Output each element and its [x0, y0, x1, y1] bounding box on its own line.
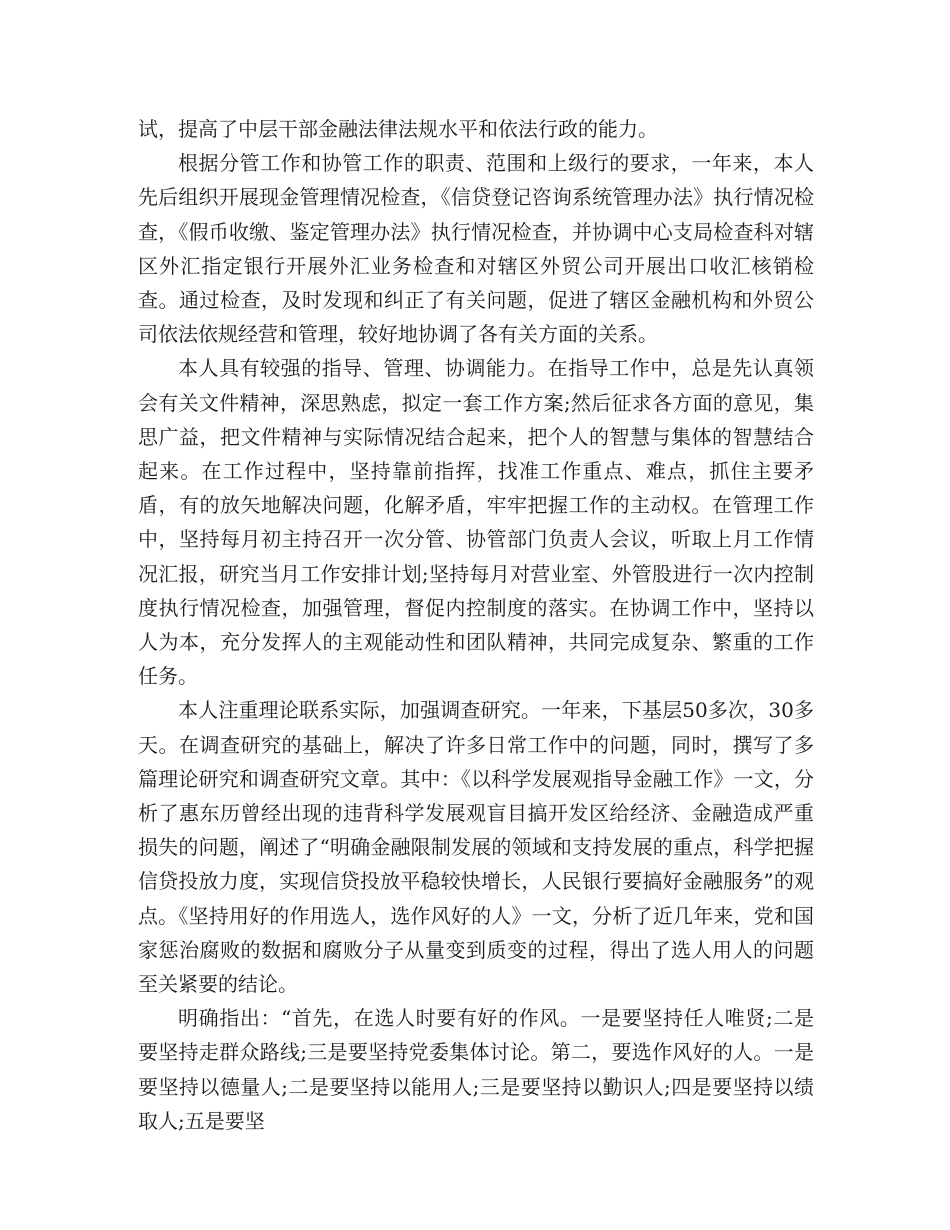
paragraph-2: 根据分管工作和协管工作的职责、范围和上级行的要求，一年来，本人先后组织开展现金管理情况检查，《信贷登记咨询系统管理办法》执行情况检查，《假币收缴、鉴定管理办法》执行情况检查，并协调中心支局检查科对辖区外汇指定银行开展外汇业务检查和对辖区外贸公司开展出口收汇核销检查。通过检查，及时发现和纠正了有关问题，促进了辖区金融机构和外贸公司依法依规经营和管理，较好地协调了各有关方面的关系。 — [138, 151, 814, 347]
document-body — [138, 112, 814, 1138]
paragraph-3: 本人具有较强的指导、管理、协调能力。在指导工作中，总是先认真领会有关文件精神，深思熟虑，拟定一套工作方案;然后征求各方面的意见，集思广益，把文件精神与实际情况结合起来，把个人的智慧与集体的智慧结合起来。在工作过程中，坚持靠前指挥，找准工作重点、难点，抓住主要矛盾，有的放矢地解决问题，化解矛盾，牢牢把握工作的主动权。在管理工作中，坚持每月初主持召开一次分管、协管部门负责人会议，听取上月工作情况汇报，研究当月工作安排计划;坚持每月对营业室、外管股进行一次内控制度执行情况检查，加强管理，督促内控制度的落实。在协调工作中，坚持以人为本，充分发挥人的主观能动性和团队精神，共同完成复杂、繁重的工作任务。 — [138, 356, 814, 689]
paragraph-5: 明确指出：“首先，在选人时要有好的作风。一是要坚持任人唯贤;二是要坚持走群众路线;三是要坚持党委集体讨论。第二，要选作风好的人。一是要坚持以德量人;二是要坚持以能用人;三是要坚持以勤识人;四是要坚持以绩取人;五是要坚 — [138, 1006, 814, 1133]
paragraph-4: 本人注重理论联系实际，加强调查研究。一年来，下基层50多次，30多天。在调查研究的基础上，解决了许多日常工作中的问题，同时，撰写了多篇理论研究和调查研究文章。其中：《以科学发展观指导金融工作》一文，分析了惠东历曾经出现的违背科学发展观盲目搞开发区给经济、金融造成严重损失的问题，阐述了“明确金融限制发展的领域和支持发展的重点，科学把握信贷投放力度，实现信贷投放平稳较快增长，人民银行要搞好金融服务”的观点。《坚持用好的作用选人，选作风好的人》一文，分析了近几年来，党和国家惩治腐败的数据和腐败分子从量变到质变的过程，得出了选人用人的问题至关紧要的结论。 — [138, 698, 814, 997]
paragraph-1: 试，提高了中层干部金融法律法规水平和依法行政的能力。 — [138, 117, 658, 141]
